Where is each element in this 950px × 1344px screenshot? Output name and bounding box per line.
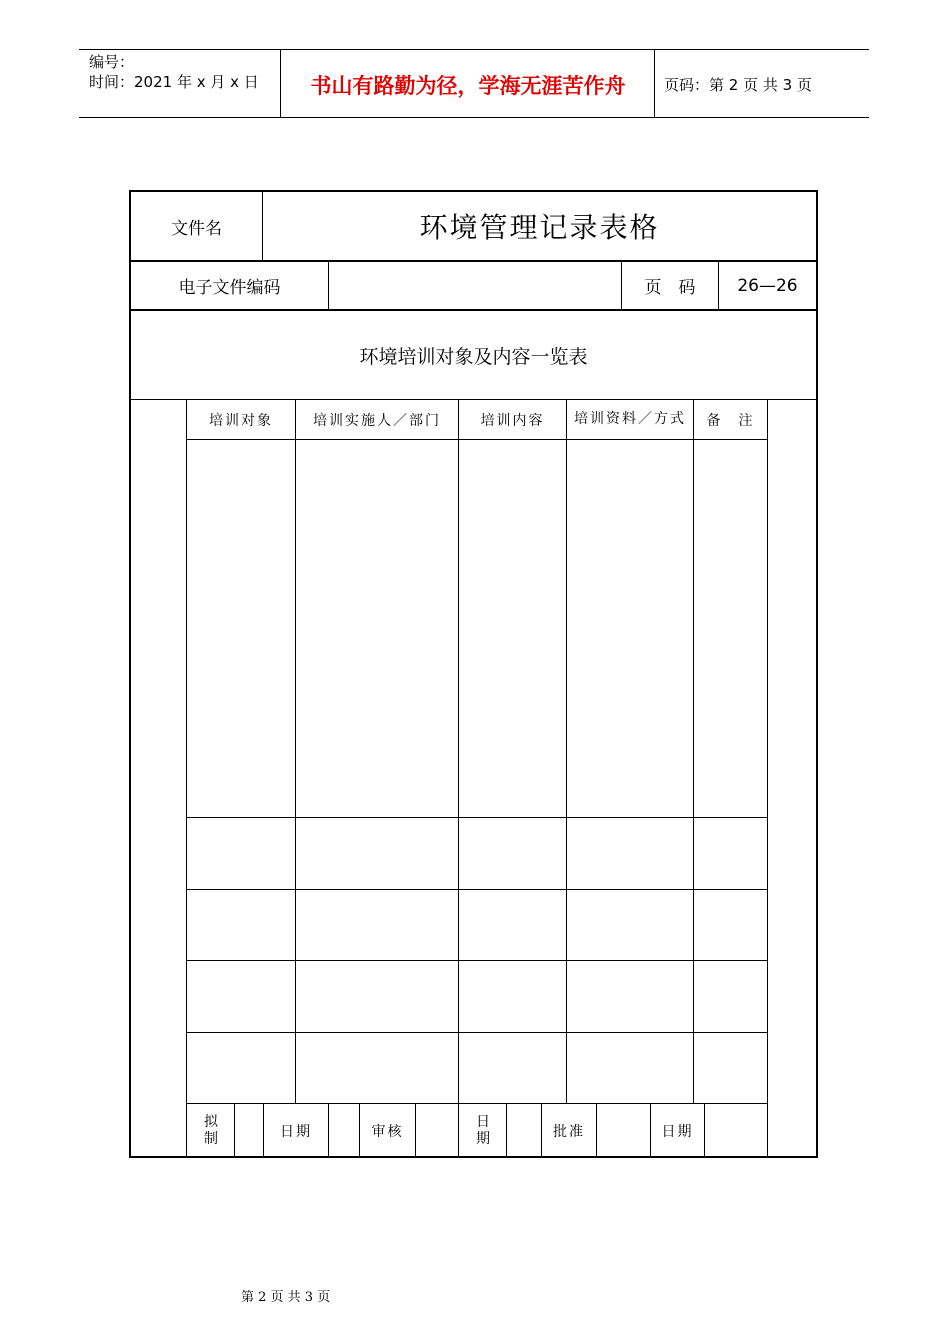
signoff-divider-11 (704, 1104, 705, 1158)
header-divider-2 (654, 49, 655, 117)
inner-left-border (186, 400, 187, 1158)
header-top-rule (79, 49, 869, 50)
code-value-field[interactable] (329, 262, 621, 309)
signoff-divider-1 (234, 1104, 235, 1158)
table-title: 环境培训对象及内容一览表 (359, 345, 588, 368)
header-bottom-rule (79, 117, 869, 118)
header-meta (89, 52, 259, 92)
page-value: 26—26 (737, 275, 798, 296)
page-footer: 第 2 页 共 3 页 (241, 1290, 331, 1305)
signoff-divider-9 (596, 1104, 597, 1158)
signoff-reviewed-label: 审核 (371, 1124, 404, 1140)
row-line-2 (186, 889, 768, 890)
header-motto: 书山有路勤为径，学海无涯苦作舟 (310, 73, 626, 98)
col-header-materials: 培训资料／方式 (574, 411, 686, 427)
header-row-line (186, 439, 768, 440)
row-line-3 (186, 960, 768, 961)
header-page-info: 页码：第 2 页 共 3 页 (664, 76, 812, 94)
signoff-divider-7 (506, 1104, 507, 1158)
col-header-remarks: 备 注 (706, 412, 755, 429)
col-divider-4 (693, 400, 694, 1103)
row-line-1 (186, 817, 768, 818)
filename-label: 文件名 (171, 218, 222, 239)
signoff-divider-5 (415, 1104, 416, 1158)
signoff-date-label-3: 日期 (661, 1124, 694, 1140)
row-line-4 (186, 1032, 768, 1033)
signoff-date-label-1: 日期 (280, 1124, 312, 1140)
record-form (129, 190, 818, 1158)
col-header-implementer: 培训实施人／部门 (313, 412, 441, 429)
col-divider-2 (458, 400, 459, 1103)
col-divider-3 (566, 400, 567, 1103)
header-divider-1 (280, 49, 281, 117)
document-number-label: 编号： (89, 53, 135, 71)
signoff-divider-6 (458, 1104, 459, 1158)
document-date: 时间：2021 年 x 月 x 日 (89, 73, 259, 91)
col-divider-1 (295, 400, 296, 1103)
col-header-content: 培训内容 (480, 412, 545, 429)
filename-value: 环境管理记录表格 (419, 211, 660, 244)
signoff-drafted-label: 拟制 (204, 1114, 218, 1147)
signoff-date-label-2: 日期 (476, 1114, 490, 1147)
page-label: 页 码 (644, 278, 696, 298)
signoff-approved-label: 批准 (553, 1124, 585, 1140)
col-header-target: 培训对象 (209, 412, 273, 429)
signoff-divider-3 (328, 1104, 329, 1158)
code-label: 电子文件编码 (178, 278, 281, 298)
inner-right-border (767, 400, 768, 1158)
